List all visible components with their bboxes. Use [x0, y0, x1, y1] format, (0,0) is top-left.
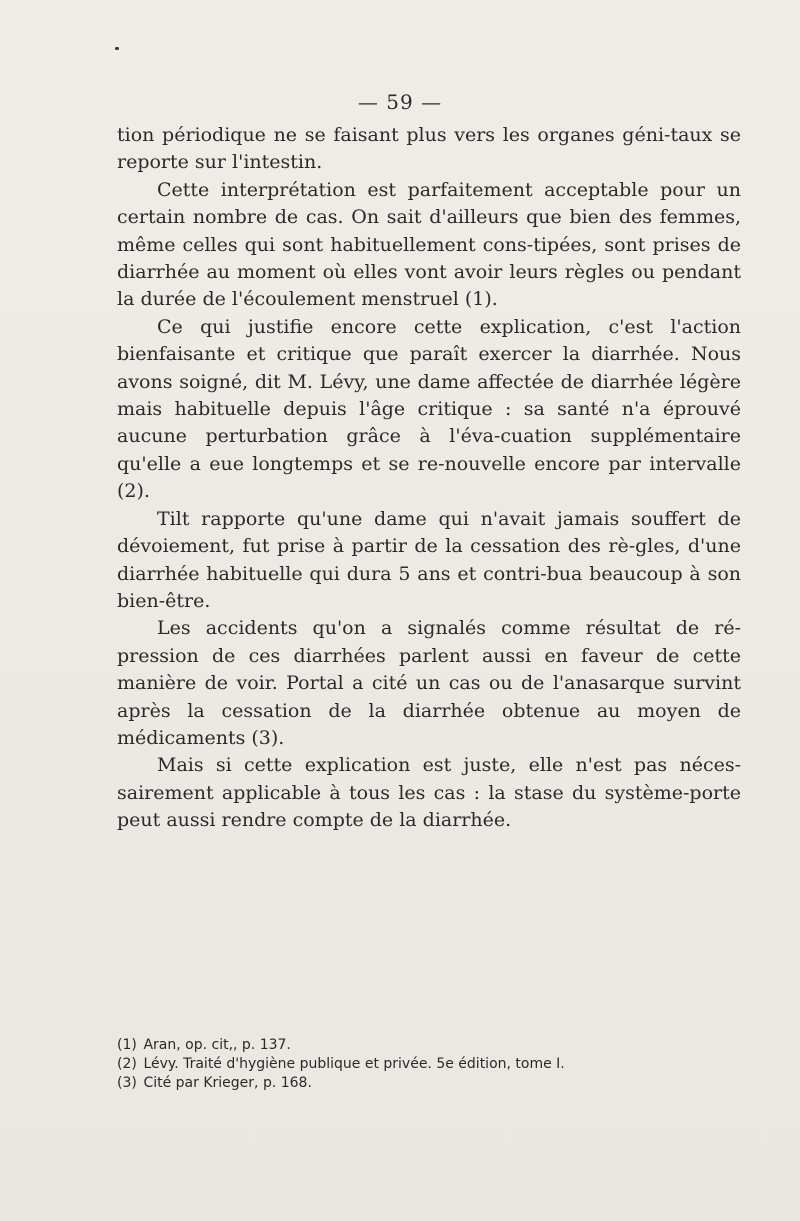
paragraph-2: Cette interprétation est parfaitement acceptable pour un certain nombre de cas. On sait d'ailleurs que bien des femmes, même celles qui sont habituellement cons-tipées, sont prises de diarrhée au moment où elles vont avoir leurs règles ou pendant la durée de l'écoulement menstruel (1). — [117, 178, 741, 311]
paragraph-5: Les accidents qu'on a signalés comme résultat de ré-pression de ces diarrhées parlent aussi en faveur de cette manière de voir. Portal a cité un cas ou de l'anasarque survint après la cessation de la diarrhée obtenue au moyen de médicaments (3). — [117, 617, 741, 749]
footnotes — [117, 1036, 741, 1093]
footnote-text: Cité par Krieger, p. 168. — [143, 1075, 312, 1091]
paragraph-1: tion périodique ne se faisant plus vers les organes géni-taux se reporte sur l'intestin. — [117, 124, 741, 174]
paragraph-3: Ce qui justifie encore cette explication, c'est l'action bienfaisante et critique que paraît exercer la diarrhée. Nous avons soigné, dit M. Lévy, une dame affectée de diarrhée légère mais habituelle depuis l'âge critique : sa santé n'a éprouvé aucune perturbation grâce à l'éva-cuation supplémentaire qu'elle a eue longtemps et se re-nouvelle encore par intervalle (2). — [117, 315, 741, 503]
footnote-marker: (3) — [117, 1075, 137, 1091]
footnote-text: Aran, op. cit,, p. 137. — [143, 1037, 291, 1053]
footnote-2 — [117, 1055, 741, 1074]
ink-speck — [115, 47, 119, 50]
footnote-1 — [117, 1036, 741, 1055]
footnote-marker: (1) — [117, 1037, 137, 1053]
paragraph-4: Tilt rapporte qu'une dame qui n'avait jamais souffert de dévoiement, fut prise à partir de la cessation des rè-gles, d'une diarrhée habituelle qui dura 5 ans et contri-bua beaucoup à son bien-être. — [117, 507, 741, 612]
page-number: — 59 — — [357, 90, 443, 114]
footnote-text: Lévy. Traité d'hygiène publique et privée. 5e édition, tome I. — [143, 1056, 565, 1072]
footnote-marker: (2) — [117, 1056, 137, 1072]
body-text — [117, 122, 741, 835]
paragraph-6: Mais si cette explication est juste, elle n'est pas néces-sairement applicable à tous les cas : la stase du système-porte peut aussi rendre compte de la diarrhée. — [117, 754, 741, 832]
footnote-3 — [117, 1074, 741, 1093]
